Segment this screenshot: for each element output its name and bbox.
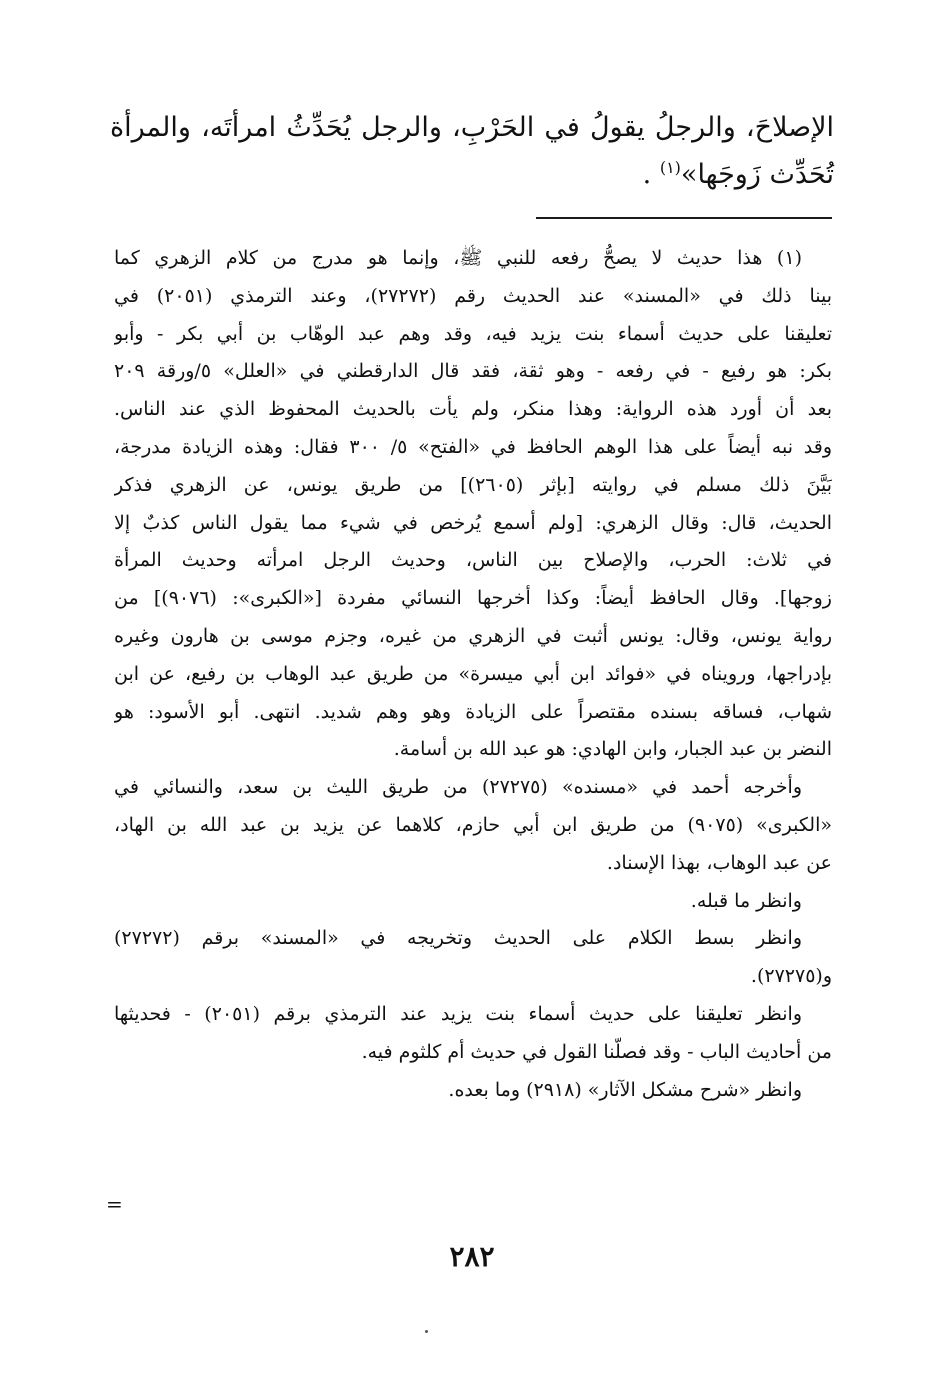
footnote-line: في ثلاث: الحرب، والإصلاح بين الناس، وحديث الرجل امرأته وحديث المرأة xyxy=(114,549,832,572)
footnote-line: بَيَّنَ ذلك مسلم في روايته [بإثر (٢٦٠٥)] من طريق يونس، عن الزهري فذكر xyxy=(114,473,832,496)
footnote-line: وانظر تعليقنا على حديث أسماء بنت يزيد عند الترمذي برقم (٢٠٥١) - فحديثها xyxy=(114,1002,802,1025)
scan-speck xyxy=(425,1330,428,1333)
footnote-line: (١) هذا حديث لا يصحُّ رفعه للنبي ﷺ، وإنما هو مدرج من كلام الزهري كما xyxy=(114,247,802,269)
footnote-line: تعليقنا على حديث أسماء بنت يزيد فيه، وقد وهم عبد الوهّاب بن أبي بكر - وأبو xyxy=(114,322,832,345)
continuation-mark: = xyxy=(106,1192,123,1216)
main-text xyxy=(110,104,834,198)
footnote-line: من أحاديث الباب - وقد فصلّنا القول في حديث أم كلثوم فيه. xyxy=(361,1040,832,1063)
footnote-marker: (١) xyxy=(659,158,681,177)
footnote-line: رواية يونس، وقال: يونس أثبت في الزهري من غيره، وجزم موسى بن هارون وغيره xyxy=(114,624,832,647)
footnote-line: وانظر بسط الكلام على الحديث وتخريجه في «المسند» برقم (٢٧٢٧٢) xyxy=(114,927,802,950)
main-text-line-2 xyxy=(110,151,834,198)
footnote-line: وأخرجه أحمد في «مسنده» (٢٧٢٧٥) من طريق الليث بن سعد، والنسائي في xyxy=(114,776,802,799)
footnote-line: وانظر ما قبله. xyxy=(690,889,802,912)
footnote-line: و(٢٧٢٧٥). xyxy=(750,965,832,988)
footnotes xyxy=(114,240,832,1109)
footnote-line: بإدراجها، ورويناه في «فوائد ابن أبي ميسرة» من طريق عبد الوهاب بن رفيع، عن ابن xyxy=(114,662,832,685)
page-number: ٢٨٢ xyxy=(449,1240,495,1273)
footnote-line: زوجها]. وقال الحافظ أيضاً: وكذا أخرجها النسائي مفردة [«الكبرى»: (٩٠٧٦)] من xyxy=(114,587,832,610)
main-text-line-2-text: تُحَدِّث زَوجَها» xyxy=(680,159,834,190)
footnote-separator xyxy=(536,217,832,219)
main-text-line-1 xyxy=(110,104,834,151)
footnote-line: «الكبرى» (٩٠٧٥) من طريق ابن أبي حازم، كلاهما عن يزيد بن عبد الله بن الهاد، xyxy=(114,813,832,836)
footnote-line: وقد نبه أيضاً على هذا الوهم الحافظ في «الفتح» ٥/ ٣٠٠ فقال: وهذه الزيادة مدرجة، xyxy=(114,435,832,458)
footnote-line: عن عبد الوهاب، بهذا الإسناد. xyxy=(606,851,832,874)
main-text-line-2-end: . xyxy=(642,159,652,190)
footnote-line: شهاب، فساقه بسنده مقتصراً على الزيادة وهو وهم شديد. انتهى. أبو الأسود: هو xyxy=(114,700,832,723)
footnote-line: النضر بن عبد الجبار، وابن الهادي: هو عبد الله بن أسامة. xyxy=(393,738,832,761)
footnote-line: وانظر «شرح مشكل الآثار» (٢٩١٨) وما بعده. xyxy=(448,1078,802,1101)
footnote-line: بكر: هو رفيع - في رفعه - وهو ثقة، فقد قال الدارقطني في «العلل» ٥/ورقة ٢٠٩ xyxy=(114,360,832,383)
footnote-line: الحديث، قال: وقال الزهري: [ولم أسمع يُرخص في شيء مما يقول الناس كذبٌ إلا xyxy=(114,511,832,534)
main-text-line-1-text: الإصلاحَ، والرجلُ يقولُ في الحَرْبِ، والرجل يُحَدِّثُ امرأتَه، والمرأة xyxy=(110,112,834,143)
footnote-line: بينا ذلك في «المسند» عند الحديث رقم (٢٧٢٧٢)، وعند الترمذي (٢٠٥١) في xyxy=(114,284,832,307)
footnote-line: بعد أن أورد هذه الرواية: وهذا منكر، ولم يأت بالحديث المحفوظ الذي عند الناس. xyxy=(114,398,832,421)
